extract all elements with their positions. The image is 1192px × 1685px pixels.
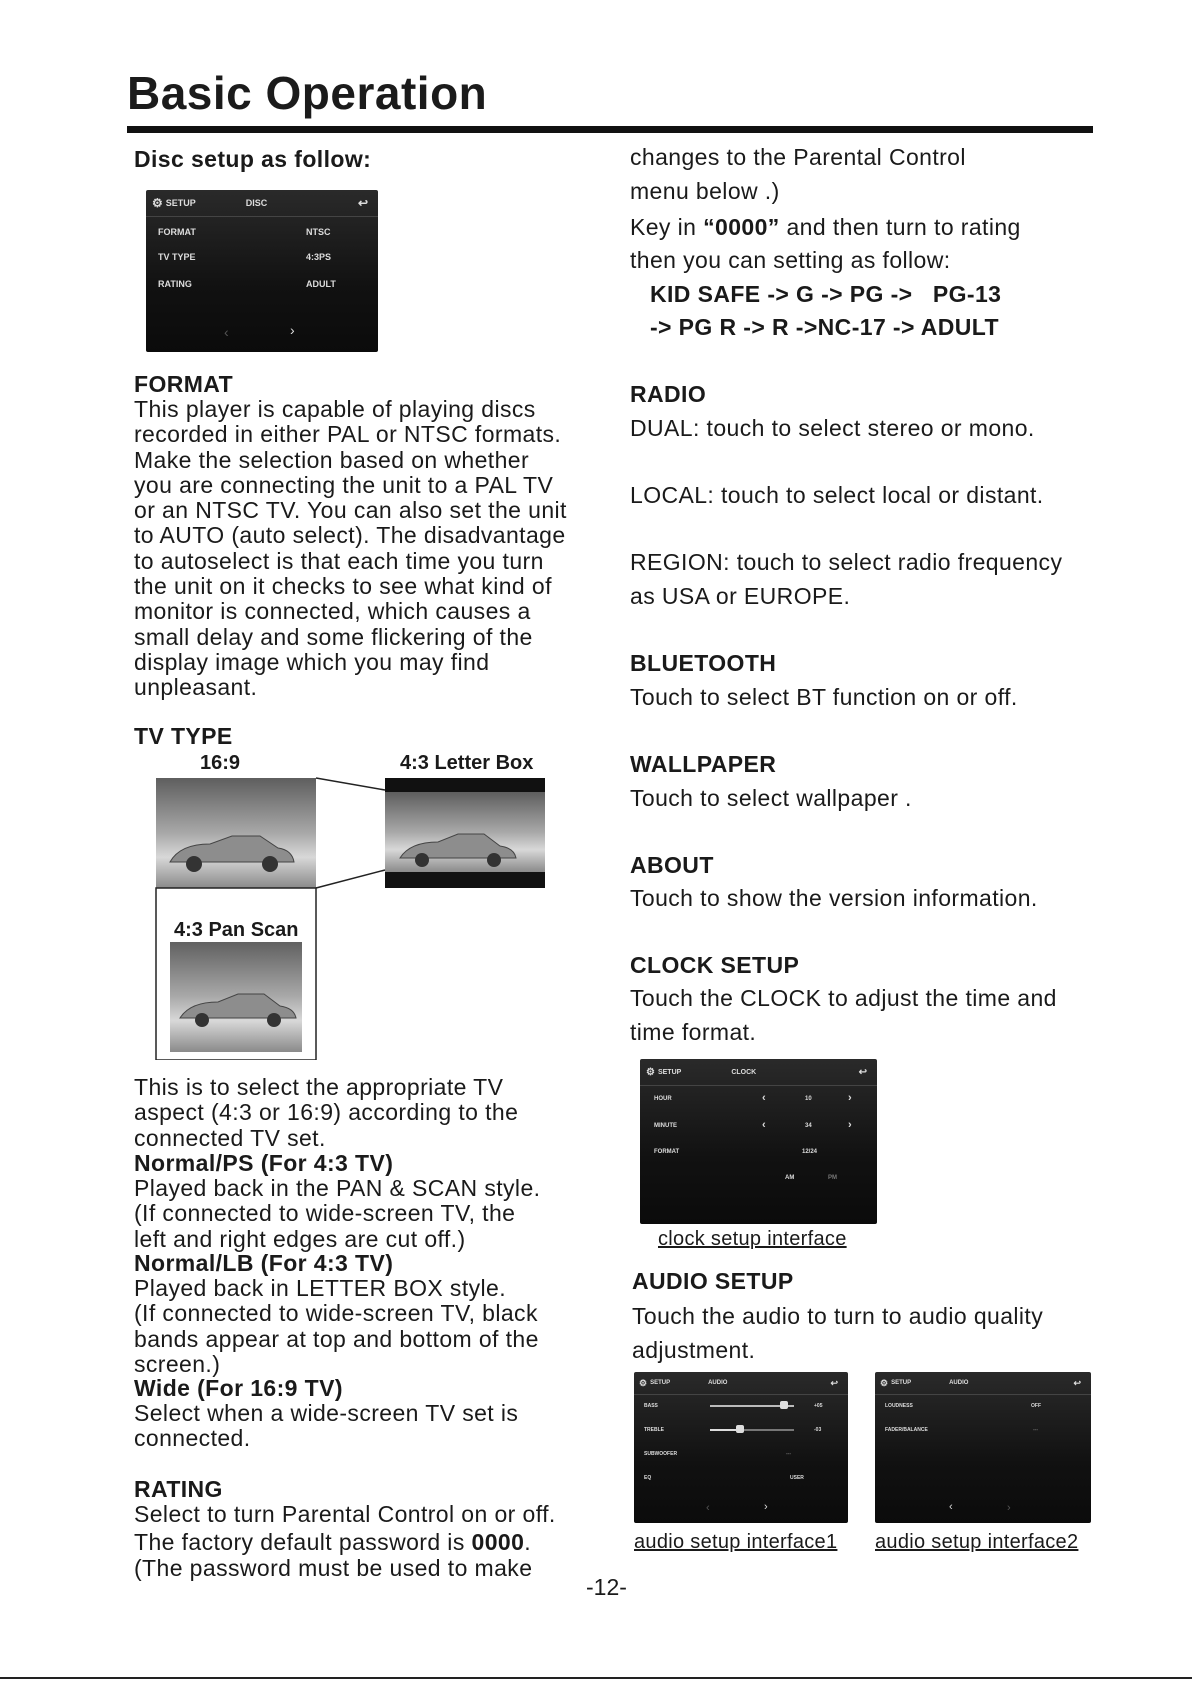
prev-page-icon[interactable]: ‹ [224,324,229,340]
tvtype-row-value[interactable]: 4:3PS [306,252,332,262]
label-16-9: 16:9 [200,752,241,774]
wallpaper-text: Touch to select wallpaper . [630,785,912,811]
prev-page-icon[interactable]: ‹ [706,1502,710,1514]
back-icon[interactable]: ↩ [357,196,368,210]
disc-setup-screen [146,190,378,352]
gear-icon: ⚙ [880,1377,889,1388]
setup-label: SETUP [891,1380,912,1386]
about-text: Touch to show the version information. [630,885,1038,911]
fader-balance-label: FADER/BALANCE [885,1427,928,1433]
label-letterbox: 4:3 Letter Box [400,752,534,774]
tvtype-row-label[interactable]: TV TYPE [158,252,196,262]
radio-heading: RADIO [630,381,707,407]
title-rule [127,126,1093,133]
aspect-text: This is to select the appropriate TV aspect (4:3 or 16:9) according to the connected TV set. [134,1074,519,1151]
clock-setup-screen [640,1059,877,1224]
hour-label: HOUR [654,1096,672,1102]
audio-header: AUDIO [708,1380,728,1386]
bass-label: BASS [644,1403,658,1409]
treble-value: -03 [814,1427,822,1433]
format-text: This player is capable of playing discs recorded in either PAL or NTSC formats. Make the selection based on whether you are connecting the unit to a PAL TV or an NTSC TV. You can also set the unit to AUTO (auto select). The disadvantage to autoselect is that each time you turn the unit on it checks to see what kind of monitor is connected, which causes a small delay and some flickering of the display image which you may find unpleasant. [134,396,567,701]
tv-type-illustration [150,770,560,1060]
rating-password-line [134,1530,531,1555]
loudness-value[interactable]: OFF [1031,1403,1041,1409]
key-in-line [630,211,1021,245]
wallpaper-heading: WALLPAPER [630,751,777,777]
format-heading: FORMAT [134,371,234,397]
parental-cont-text: changes to the Parental Control menu below .) [630,144,966,204]
key-line2: then you can setting as follow: [630,247,951,273]
disc-setup-heading: Disc setup as follow: [134,146,372,172]
setup-label: SETUP [650,1380,671,1386]
gear-icon: ⚙ [646,1066,655,1078]
label-panscan: 4:3 Pan Scan [170,919,303,942]
clock-text: Touch the CLOCK to adjust the time and time format. [630,985,1057,1045]
minute-value: 34 [805,1123,812,1129]
audio-setup-screen-2 [875,1372,1091,1523]
eq-value[interactable]: USER [790,1475,804,1481]
rating-row-value[interactable]: ADULT [306,279,336,289]
tvtype-heading: TV TYPE [134,723,233,749]
audio-caption-1: audio setup interface1 [634,1531,838,1553]
audio-setup-screen-1 [634,1372,848,1523]
minute-increase-icon[interactable]: › [848,1119,852,1131]
subwoofer-value[interactable]: --- [786,1451,791,1457]
gear-icon: ⚙ [639,1377,648,1388]
page-number: -12- [586,1574,627,1600]
subwoofer-label: SUBWOOFER [644,1451,678,1457]
bluetooth-text: Touch to select BT function on or off. [630,684,1018,710]
loudness-label: LOUDNESS [885,1403,913,1409]
radio-local-text: LOCAL: touch to select local or distant. [630,482,1044,508]
gear-icon: ⚙ [152,196,163,210]
bluetooth-heading: BLUETOOTH [630,650,777,676]
lb-heading: Normal/LB (For 4:3 TV) [134,1250,394,1276]
next-page-icon[interactable]: › [764,1501,768,1513]
prev-page-icon[interactable]: ‹ [949,1501,953,1513]
minute-label: MINUTE [654,1123,677,1129]
ps-heading: Normal/PS (For 4:3 TV) [134,1150,394,1176]
rating-row-label[interactable]: RATING [158,279,192,289]
wide-heading: Wide (For 16:9 TV) [134,1375,343,1401]
hour-value: 10 [805,1096,812,1102]
ps-text: Played back in the PAN & SCAN style. (If connected to wide-screen TV, the left and right edges are cut off.) [134,1175,541,1252]
radio-region-text: REGION: touch to select radio frequency as USA or EUROPE. [630,549,1063,609]
wide-image [156,778,316,888]
minute-decrease-icon[interactable]: ‹ [762,1119,766,1131]
rating-make-text: (The password must be used to make [134,1555,533,1581]
key-suffix: and then turn to rating [779,214,1021,240]
page-title: Basic Operation [127,67,488,119]
format-value[interactable]: 12/24 [802,1149,818,1155]
setup-label: SETUP [657,1068,682,1076]
back-icon[interactable]: ↩ [830,1377,838,1388]
hour-increase-icon[interactable]: › [848,1092,852,1104]
pm-option[interactable]: PM [828,1175,837,1181]
lb-text: Played back in LETTER BOX style. (If connected to wide-screen TV, black bands appear at top and bottom of the screen.) [134,1275,539,1377]
audio-heading: AUDIO SETUP [632,1268,794,1294]
clock-header: CLOCK [731,1068,757,1076]
setup-label: SETUP [165,198,196,208]
password-suffix: . [524,1529,532,1555]
rating-text: Select to turn Parental Control on or off. [134,1501,556,1527]
disc-header: DISC [245,198,268,208]
format-label: FORMAT [654,1149,680,1155]
back-icon[interactable]: ↩ [1073,1377,1081,1388]
bass-value: +05 [814,1403,823,1409]
treble-slider-handle[interactable] [736,1425,744,1433]
key-prefix: Key in [630,214,704,240]
hour-decrease-icon[interactable]: ‹ [762,1092,766,1104]
treble-label: TREBLE [644,1427,664,1433]
default-password: 0000 [471,1529,525,1555]
fader-balance-value[interactable]: --- [1033,1427,1038,1433]
about-heading: ABOUT [630,852,714,878]
clock-caption: clock setup interface [658,1228,847,1250]
next-page-icon[interactable]: › [290,322,295,338]
key-code: “0000” [703,214,780,240]
format-row-value[interactable]: NTSC [306,227,331,237]
audio-header: AUDIO [949,1380,969,1386]
eq-label: EQ [644,1475,652,1481]
audio-caption-2: audio setup interface2 [875,1531,1079,1553]
radio-dual-text: DUAL: touch to select stereo or mono. [630,415,1035,441]
rating-heading: RATING [134,1476,223,1502]
bottom-rule [0,1677,1192,1679]
ratings-line1: KID SAFE -> G -> PG -> PG-13 [650,281,1002,307]
audio-text: Touch the audio to turn to audio quality adjustment. [632,1303,1044,1363]
ratings-line2: -> PG R -> R ->NC-17 -> ADULT [650,314,999,340]
next-page-icon[interactable]: › [1007,1502,1011,1514]
bass-slider-handle[interactable] [780,1401,788,1409]
password-prefix: The factory default password is [134,1529,472,1555]
back-icon[interactable]: ↩ [858,1066,867,1078]
am-option[interactable]: AM [785,1175,795,1181]
format-row-label[interactable]: FORMAT [158,227,196,237]
wide-text: Select when a wide-screen TV set is connected. [134,1400,519,1452]
clock-heading: CLOCK SETUP [630,952,800,978]
